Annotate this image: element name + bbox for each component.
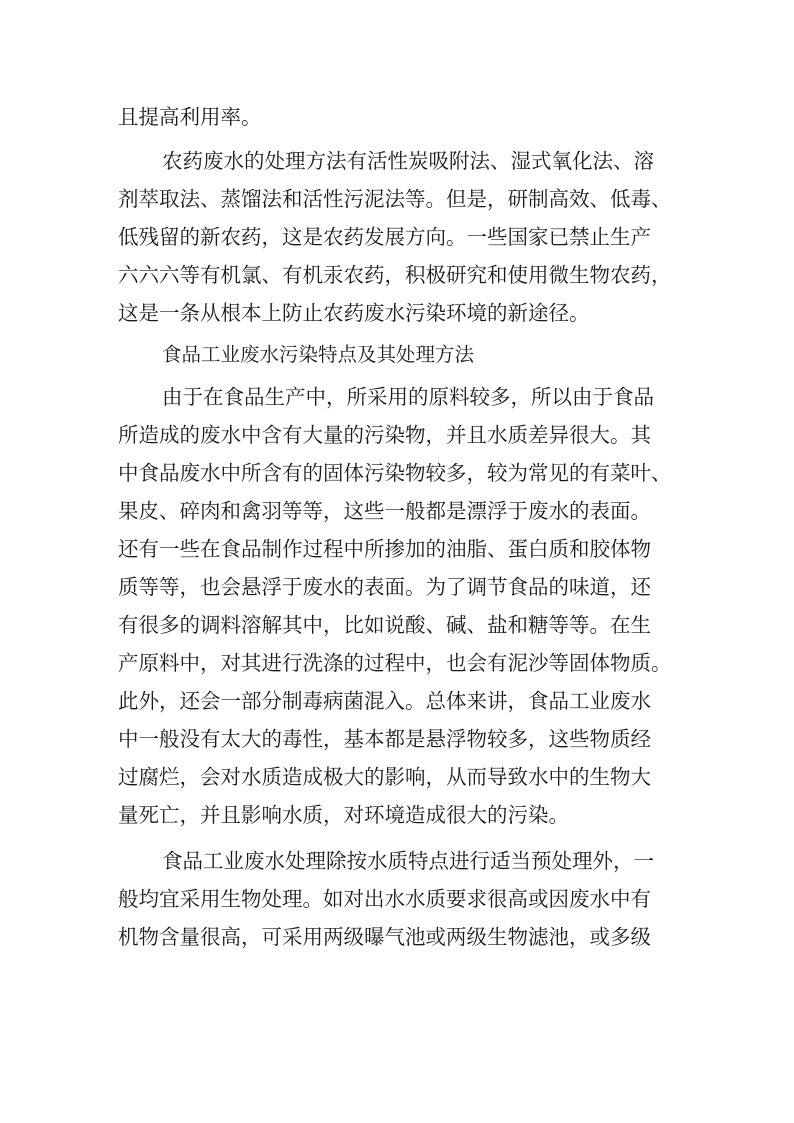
text-line: 此外，还会一部分制毒病菌混入。总体来讲，食品工业废水	[118, 689, 651, 713]
section-heading: 食品工业废水污染特点及其处理方法	[162, 343, 475, 366]
text-line: 果皮、碎肉和禽羽等等，这些一般都是漂浮于废水的表面。	[118, 499, 651, 523]
text-line: 所造成的废水中含有大量的污染物，并且水质差异很大。其	[118, 423, 651, 447]
paragraph-first-line: 农药废水的处理方法有活性炭吸附法、湿式氧化法、溶	[162, 149, 654, 173]
text-line: 过腐烂，会对水质造成极大的影响，从而导致水中的生物大	[118, 765, 651, 789]
text-line: 六六六等有机氯、有机汞农药，积极研究和使用微生物农药，	[118, 263, 672, 287]
text-line: 低残留的新农药，这是农药发展方向。一些国家已禁止生产	[118, 225, 651, 249]
text-line: 机物含量很高，可采用两级曝气池或两级生物滤池，或多级	[118, 925, 651, 949]
text-line: 还有一些在食品制作过程中所掺加的油脂、蛋白质和胶体物	[118, 537, 651, 561]
text-line: 有很多的调料溶解其中，比如说酸、碱、盐和糖等等。在生	[118, 613, 651, 637]
paragraph-first-line: 由于在食品生产中，所采用的原料较多，所以由于食品	[162, 385, 654, 409]
paragraph-first-line: 食品工业废水处理除按水质特点进行适当预处理外，一	[162, 849, 654, 873]
text-line: 般均宜采用生物处理。如对出水水质要求很高或因废水中有	[118, 887, 651, 911]
text-line: 质等等，也会悬浮于废水的表面。为了调节食品的味道，还	[118, 575, 651, 599]
text-line: 这是一条从根本上防止农药废水污染环境的新途径。	[118, 301, 590, 325]
text-line: 中一般没有太大的毒性，基本都是悬浮物较多，这些物质经	[118, 727, 651, 751]
text-line: 剂萃取法、蒸馏法和活性污泥法等。但是，研制高效、低毒、	[118, 187, 672, 211]
text-line: 中食品废水中所含有的固体污染物较多，较为常见的有菜叶、	[118, 461, 672, 485]
text-line: 且提高利用率。	[118, 105, 262, 129]
text-line: 产原料中，对其进行洗涤的过程中，也会有泥沙等固体物质。	[118, 651, 672, 675]
text-line: 量死亡，并且影响水质，对环境造成很大的污染。	[118, 803, 569, 827]
